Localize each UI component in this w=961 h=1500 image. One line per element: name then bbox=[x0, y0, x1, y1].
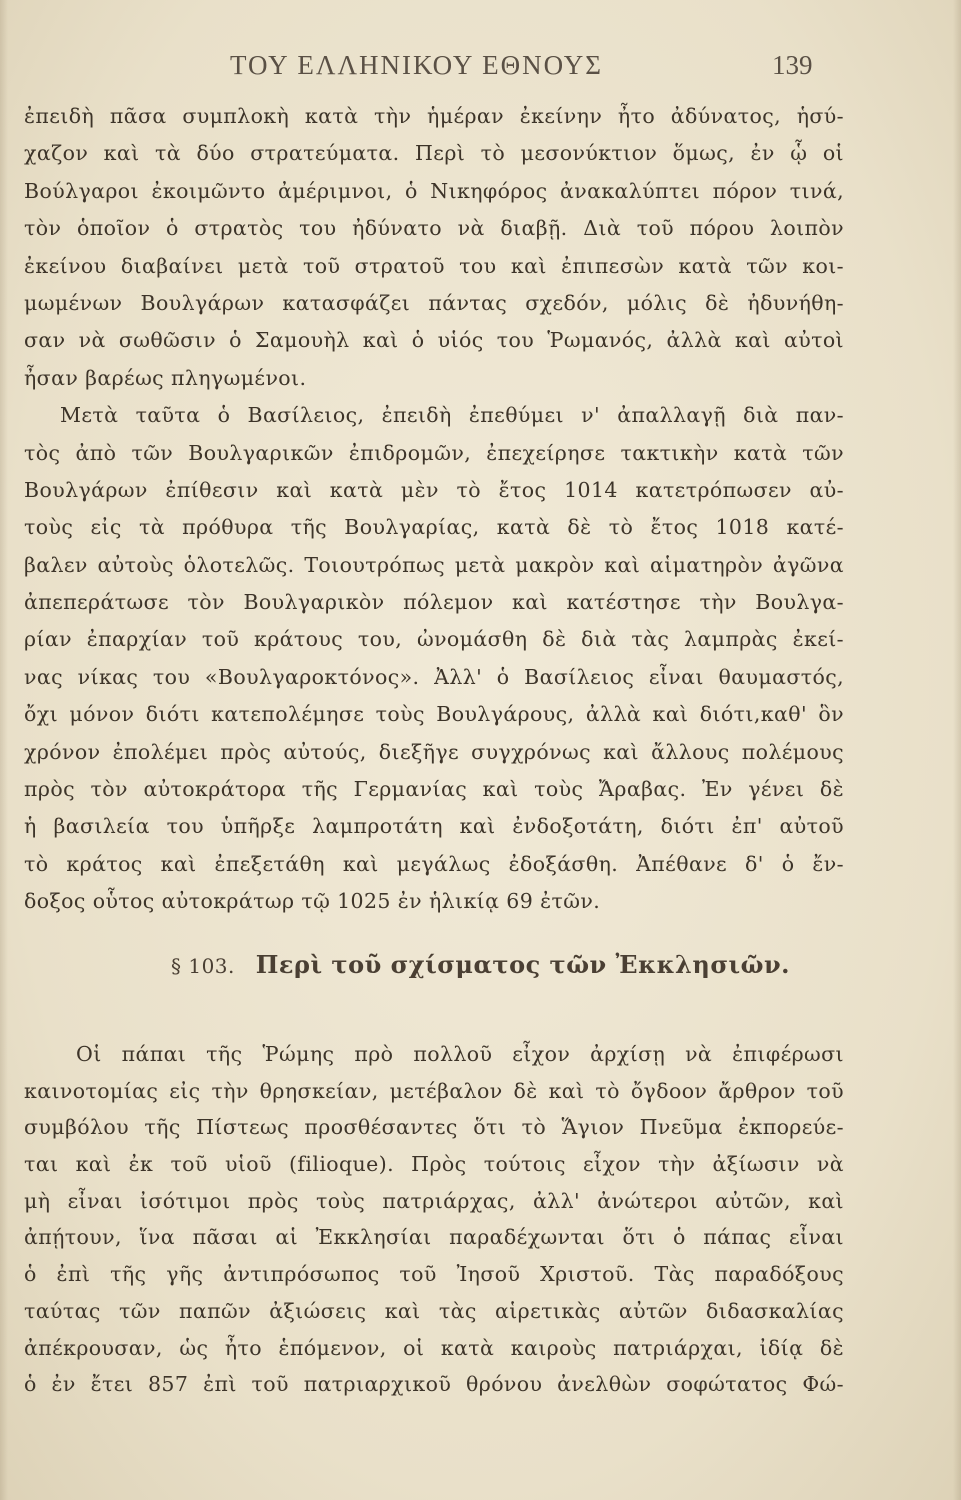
text-line: μὴ εἶναι ἰσότιμοι πρὸς τοὺς πατριάρχας, ἀλλ' ἀνώτεροι αὐτῶν, καὶ bbox=[24, 1188, 844, 1213]
body-text-upper bbox=[24, 98, 844, 921]
text-line: καινοτομίας εἰς τὴν θρησκείαν, μετέβαλον δὲ καὶ τὸ ὄγδοον ἄρθρον τοῦ bbox=[24, 1078, 844, 1103]
text-line: ὁ ἐπὶ τῆς γῆς ἀντιπρόσωπος τοῦ Ἰησοῦ Χριστοῦ. Τὰς παραδόξους bbox=[24, 1262, 844, 1287]
text-line: τοὺς εἰς τὰ πρόθυρα τῆς Βουλγαρίας, κατὰ δὲ τὸ ἔτος 1018 κατέ- bbox=[24, 515, 844, 540]
text-line: ἀπέκρουσαν, ὡς ἦτο ἑπόμενον, οἱ κατὰ καιροὺς πατριάρχαι, ἰδίᾳ δὲ bbox=[24, 1335, 844, 1360]
section-title: Περὶ τοῦ σχίσματος τῶν Ἐκκλησιῶν. bbox=[255, 950, 790, 979]
text-line: συμβόλου τῆς Πίστεως προσθέσαντες ὅτι τὸ Ἅγιον Πνεῦμα ἐκπορεύε- bbox=[24, 1115, 844, 1140]
page-edge-shadow-left bbox=[0, 0, 8, 1500]
text-line: ὄχι μόνον διότι κατεπολέμησε τοὺς Βουλγάρους, ἀλλὰ καὶ διότι,καθ' ὃν bbox=[24, 702, 844, 727]
text-line: μωμένων Βουλγάρων κατασφάζει πάντας σχεδόν, μόλις δὲ ἠδυνήθη- bbox=[24, 290, 844, 315]
text-line: χρόνον ἐπολέμει πρὸς αὐτούς, διεξῆγε συγχρόνως καὶ ἄλλους πολέμους bbox=[24, 739, 844, 764]
text-line: Βουλγάρων ἐπίθεσιν καὶ κατὰ μὲν τὸ ἔτος 1014 κατετρόπωσεν αὐ- bbox=[24, 477, 844, 502]
text-line: βαλεν αὐτοὺς ὁλοτελῶς. Τοιουτρόπως μετὰ μακρὸν καὶ αἱματηρὸν ἀγῶνα bbox=[24, 552, 844, 577]
page-number: 139 bbox=[772, 50, 813, 80]
text-line: ἀπεπεράτωσε τὸν Βουλγαρικὸν πόλεμον καὶ κατέστησε τὴν Βουλγα- bbox=[24, 590, 844, 615]
text-line: ἡ βασιλεία του ὑπῆρξε λαμπροτάτη καὶ ἐνδοξοτάτη, διότι ἐπ' αὐτοῦ bbox=[24, 814, 844, 839]
text-line: Μετὰ ταῦτα ὁ Βασίλειος, ἐπειδὴ ἐπεθύμει ν' ἀπαλλαγῇ διὰ παν- bbox=[60, 403, 844, 428]
body-text-lower bbox=[24, 1036, 844, 1403]
text-line: νας νίκας του «Βουλγαροκτόνος». Ἀλλ' ὁ Βασίλειος εἶναι θαυμαστός, bbox=[24, 664, 844, 689]
running-head bbox=[0, 50, 961, 90]
text-line: ἐπειδὴ πᾶσα συμπλοκὴ κατὰ τὴν ἡμέραν ἐκείνην ἦτο ἀδύνατος, ἡσύ- bbox=[24, 104, 844, 128]
paragraph-2 bbox=[24, 397, 844, 920]
text-line: τὸν ὁποῖον ὁ στρατὸς του ἠδύνατο νὰ διαβῇ. Διὰ τοῦ πόρου λοιπὸν bbox=[24, 216, 844, 241]
text-line: ρίαν ἐπαρχίαν τοῦ κράτους του, ὠνομάσθη δὲ διὰ τὰς λαμπρὰς ἐκεί- bbox=[24, 627, 844, 652]
text-line: Οἱ πάπαι τῆς Ῥώμης πρὸ πολλοῦ εἶχον ἀρχίσῃ νὰ ἐπιφέρωσι bbox=[76, 1042, 844, 1066]
text-line: τὸς ἀπὸ τῶν Βουλγαρικῶν ἐπιδρομῶν, ἐπεχείρησε τακτικὴν κατὰ τῶν bbox=[24, 440, 844, 465]
running-title: ΤΟΥ ΕΛΛΗΝΙΚΟΥ ΕΘΝΟΥΣ bbox=[230, 50, 603, 80]
paragraph-1 bbox=[24, 98, 844, 397]
text-line: ταύτας τῶν παπῶν ἀξιώσεις καὶ τὰς αἱρετικὰς αὐτῶν διδασκαλίας bbox=[24, 1298, 844, 1323]
text-line: ἦσαν βαρέως πληγωμένοι. bbox=[24, 365, 307, 390]
text-line: ἀπῄτουν, ἵνα πᾶσαι αἱ Ἐκκλησίαι παραδέχωνται ὅτι ὁ πάπας εἶναι bbox=[24, 1225, 844, 1250]
text-line: τὸ κράτος καὶ ἐπεξετάθη καὶ μεγάλως ἐδοξάσθη. Ἀπέθανε δ' ὁ ἔν- bbox=[24, 851, 844, 876]
page-edge-shadow-right bbox=[953, 0, 961, 1500]
text-line: πρὸς τὸν αὐτοκράτορα τῆς Γερμανίας καὶ τοὺς Ἄραβας. Ἐν γένει δὲ bbox=[24, 777, 844, 802]
paragraph-3 bbox=[24, 1036, 844, 1403]
text-line: ται καὶ ἐκ τοῦ υἱοῦ (filioque). Πρὸς τούτοις εἶχον τὴν ἀξίωσιν νὰ bbox=[24, 1152, 844, 1177]
text-line: σαν νὰ σωθῶσιν ὁ Σαμουὴλ καὶ ὁ υἱός του Ῥωμανός, ἀλλὰ καὶ αὐτοὶ bbox=[24, 328, 844, 353]
section-number: § 103. bbox=[171, 954, 235, 978]
text-line: Βούλγαροι ἐκοιμῶντο ἀμέριμνοι, ὁ Νικηφόρος ἀνακαλύπτει πόρον τινά, bbox=[24, 178, 844, 203]
text-line: ὁ ἐν ἔτει 857 ἐπὶ τοῦ πατριαρχικοῦ θρόνου ἀνελθὼν σοφώτατος Φώ- bbox=[24, 1372, 844, 1397]
text-line: χαζον καὶ τὰ δύο στρατεύματα. Περὶ τὸ μεσονύκτιον ὅμως, ἐν ᾧ οἱ bbox=[24, 141, 844, 166]
text-line: δοξος οὗτος αὐτοκράτωρ τῷ 1025 ἐν ἡλικίᾳ 69 ἐτῶν. bbox=[24, 889, 601, 914]
section-heading bbox=[0, 950, 961, 979]
text-line: ἐκείνου διαβαίνει μετὰ τοῦ στρατοῦ του καὶ ἐπιπεσὼν κατὰ τῶν κοι- bbox=[24, 253, 844, 278]
